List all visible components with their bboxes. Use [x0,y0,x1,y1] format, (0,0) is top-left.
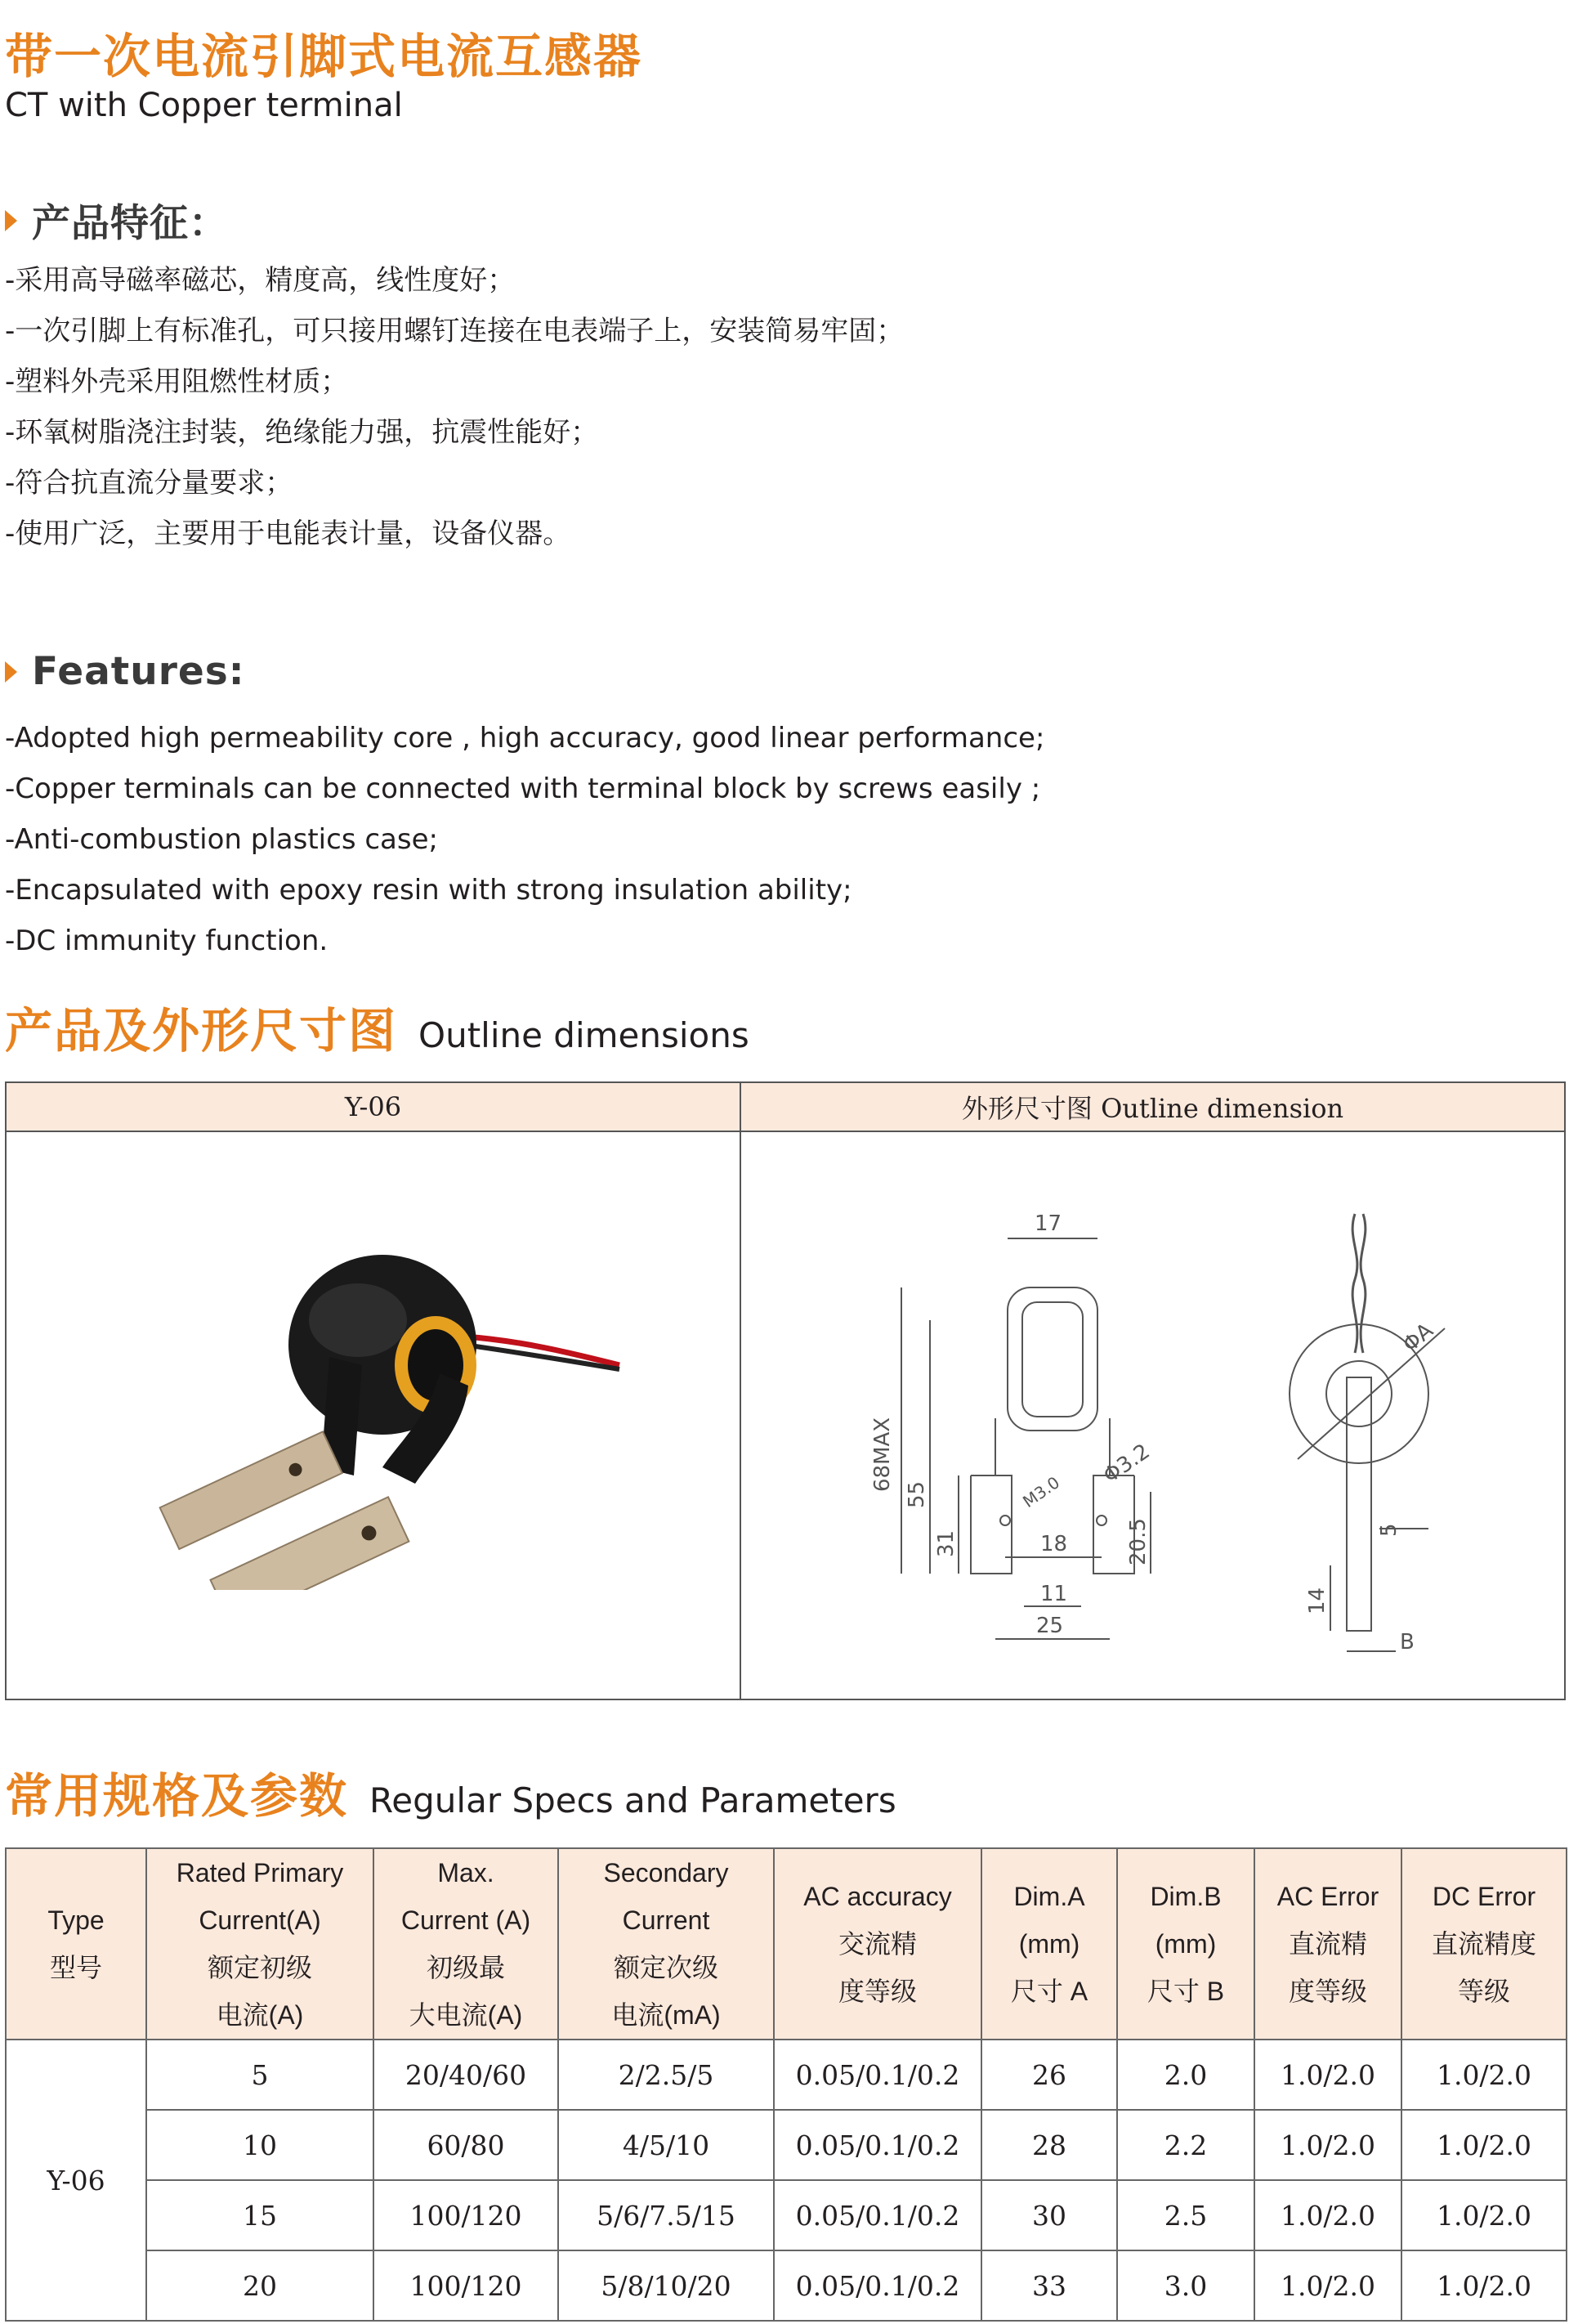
col-header-type: Type 型号 [6,1848,146,2040]
dim-18: 18 [1040,1532,1068,1556]
table-cell: 1.0/2.0 [1254,2250,1401,2321]
table-cell: 1.0/2.0 [1401,2110,1567,2180]
col-header-rated-primary: Rated Primary Current(A) 额定初级 电流(A) [146,1848,373,2040]
list-item: -Copper terminals can be connected with terminal block by screws easily ; [5,772,1041,805]
product-photo [137,1198,644,1590]
table-row [6,2250,1567,2321]
dim-55: 55 [905,1480,929,1508]
table-cell: 0.05/0.1/0.2 [774,2110,981,2180]
table-cell: 15 [146,2180,373,2250]
table-cell: 1.0/2.0 [1401,2180,1567,2250]
table-header-row [6,1848,1567,2040]
table-cell: 20/40/60 [373,2040,558,2110]
dim-m3: M3.0 [1019,1472,1064,1512]
table-row [6,2040,1567,2110]
outline-col1-header: Y-06 [7,1083,740,1132]
col-header-ac-error: AC Error 直流精 度等级 [1254,1848,1401,2040]
features-en-heading-text: Features: [32,649,245,694]
table-row [6,2180,1567,2250]
features-cn-list [5,255,904,559]
table-cell: 5/8/10/20 [558,2250,774,2321]
outline-heading-en: Outline dimensions [418,1015,749,1055]
table-cell: 28 [981,2110,1117,2180]
table-row [6,2110,1567,2180]
specs-heading-cn: 常用规格及参数 [5,1768,349,1824]
features-en-heading [5,649,245,694]
dim-205: 20.5 [1126,1518,1151,1565]
col-header-secondary: Secondary Current 额定次级 电流(mA) [558,1848,774,2040]
triangle-bullet-icon [5,210,17,231]
specs-heading-en: Regular Specs and Parameters [369,1780,896,1820]
dim-17: 17 [1035,1211,1062,1236]
table-cell: 1.0/2.0 [1401,2250,1567,2321]
table-cell: 26 [981,2040,1117,2110]
table-cell: 1.0/2.0 [1254,2040,1401,2110]
col-header-ac-accuracy: AC accuracy 交流精 度等级 [774,1848,981,2040]
table-divider [740,1083,741,1699]
specs-heading [5,1758,896,1826]
table-cell: 4/5/10 [558,2110,774,2180]
features-en-list [5,713,1044,966]
list-item: -塑料外壳采用阻燃性材质； [5,365,349,398]
outline-heading [5,992,749,1061]
table-cell: 1.0/2.0 [1401,2040,1567,2110]
outline-heading-cn: 产品及外形尺寸图 [5,1003,398,1059]
outline-col2-header: 外形尺寸图 Outline dimension [741,1083,1564,1132]
outline-table [5,1081,1566,1700]
type-cell: Y-06 [6,2040,146,2321]
list-item: -符合抗直流分量要求； [5,467,293,499]
col-header-max-current: Max. Current (A) 初级最 大电流(A) [373,1848,558,2040]
dimension-drawing [824,1149,1494,1688]
table-cell: 2/2.5/5 [558,2040,774,2110]
list-item: -Encapsulated with epoxy resin with strong insulation ability; [5,874,852,907]
table-cell: 0.05/0.1/0.2 [774,2180,981,2250]
list-item: -采用高导磁率磁芯，精度高，线性度好； [5,264,516,297]
table-cell: 2.2 [1117,2110,1254,2180]
table-cell: 60/80 [373,2110,558,2180]
col-header-dim-a: Dim.A (mm) 尺寸 A [981,1848,1117,2040]
list-item: -Anti-combustion plastics case; [5,823,438,856]
table-cell: 30 [981,2180,1117,2250]
page-title: 带一次电流引脚式电流互感器 [5,29,643,84]
table-cell: 1.0/2.0 [1254,2180,1401,2250]
triangle-bullet-icon [5,661,17,683]
col-header-dc-error: DC Error 直流精度 等级 [1401,1848,1567,2040]
specs-table [5,1847,1567,2322]
dim-phi32: Φ3.2 [1098,1439,1155,1489]
table-cell: 0.05/0.1/0.2 [774,2250,981,2321]
dim-11: 11 [1040,1582,1068,1606]
table-cell: 5/6/7.5/15 [558,2180,774,2250]
dim-14: 14 [1305,1587,1330,1614]
table-cell: 2.5 [1117,2180,1254,2250]
features-cn-heading [5,193,228,248]
table-cell: 5 [146,2040,373,2110]
list-item: -DC immunity function. [5,925,329,957]
table-cell: 20 [146,2250,373,2321]
dim-68max: 68MAX [870,1417,895,1492]
dim-5: 5 [1377,1523,1401,1537]
list-item: -使用广泛，主要用于电能表计量，设备仪器。 [5,517,571,550]
table-cell: 100/120 [373,2180,558,2250]
page-subtitle: CT with Copper terminal [5,87,403,124]
table-cell: 3.0 [1117,2250,1254,2321]
list-item: -环氧树脂浇注封装，绝缘能力强，抗震性能好； [5,416,599,449]
table-cell: 0.05/0.1/0.2 [774,2040,981,2110]
features-cn-heading-text: 产品特征： [32,201,228,246]
list-item: -一次引脚上有标准孔，可只接用螺钉连接在电表端子上，安装简易牢固； [5,315,905,347]
table-cell: 2.0 [1117,2040,1254,2110]
dim-b: B [1400,1630,1415,1655]
col-header-dim-b: Dim.B (mm) 尺寸 B [1117,1848,1254,2040]
dim-25: 25 [1036,1614,1064,1638]
dim-31: 31 [934,1529,959,1557]
dim-phi-a: ΦA [1398,1318,1438,1358]
table-cell: 33 [981,2250,1117,2321]
table-cell: 10 [146,2110,373,2180]
table-cell: 1.0/2.0 [1254,2110,1401,2180]
table-cell: 100/120 [373,2250,558,2321]
list-item: -Adopted high permeability core , high accuracy, good linear performance; [5,722,1045,755]
